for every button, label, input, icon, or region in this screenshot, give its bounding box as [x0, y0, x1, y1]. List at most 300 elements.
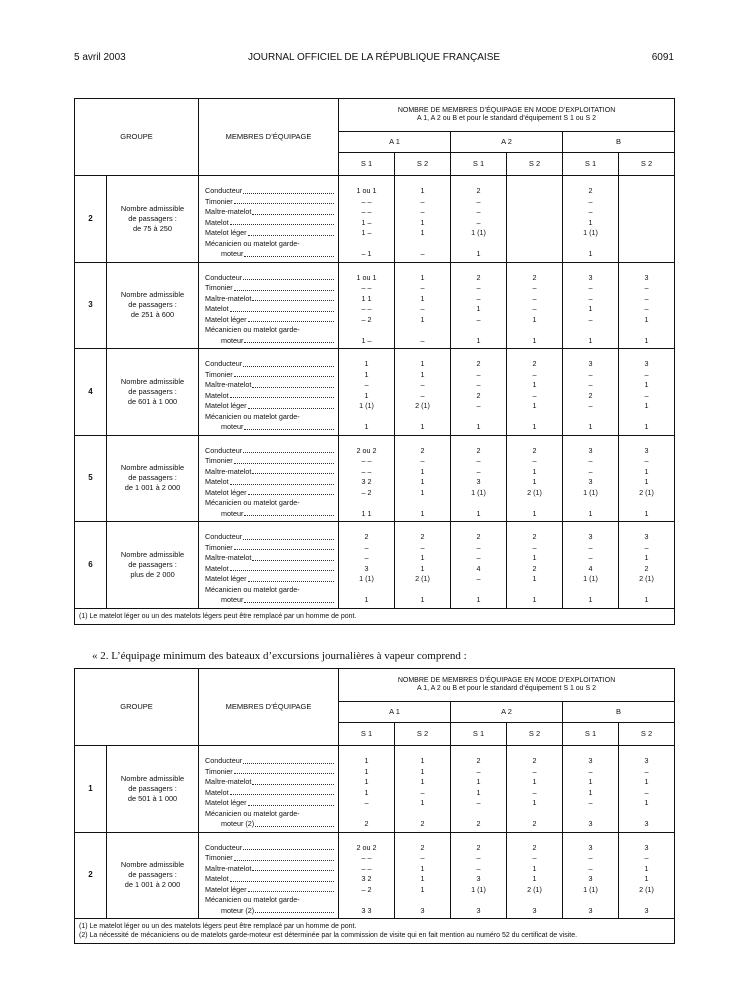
- crew-value: –: [420, 456, 425, 465]
- crew-value: –: [364, 380, 369, 389]
- member-label: [205, 239, 334, 250]
- standard-header: S 1: [339, 153, 395, 176]
- value-cell: [563, 176, 619, 263]
- crew-value: [563, 895, 618, 906]
- crew-value: –: [588, 553, 593, 562]
- crew-value: –: [532, 853, 537, 862]
- crew-value: [507, 186, 562, 197]
- leader-dots: [248, 885, 334, 893]
- group-row: [75, 435, 675, 522]
- crew-value: 2 (1): [527, 884, 542, 894]
- member-label-text: Conducteur: [205, 359, 243, 368]
- group-description-line: de 601 à 1 000: [127, 396, 178, 406]
- leader-dots: [234, 197, 334, 205]
- leader-dots: [234, 543, 334, 551]
- crew-value: [507, 585, 562, 596]
- crew-value: [507, 809, 562, 820]
- member-label-text: Mécanicien ou matelot garde-: [205, 498, 300, 507]
- crew-value: [619, 249, 674, 260]
- crew-value: [507, 239, 562, 250]
- leader-dots: [248, 798, 334, 806]
- member-label: [205, 564, 334, 575]
- member-label-text: Matelot: [205, 390, 229, 400]
- leader-dots: [252, 294, 334, 302]
- group-description-line: plus de 2 000: [130, 569, 175, 579]
- crew-value: 1: [532, 314, 537, 324]
- member-label: [205, 370, 334, 381]
- crew-value: 3: [588, 842, 593, 852]
- crew-value: [563, 325, 618, 336]
- crew-value: 1 (1): [583, 574, 598, 583]
- crew-value: –: [476, 196, 481, 206]
- crew-value: –: [588, 456, 593, 465]
- crew-value: [507, 498, 562, 509]
- mode-header: A 2: [451, 132, 563, 153]
- member-label: [205, 446, 334, 457]
- crew-value: 2 (1): [415, 574, 430, 583]
- crew-value: 1 ou 1: [356, 186, 377, 195]
- crew-value: –: [364, 542, 369, 552]
- crew-value: 1: [588, 508, 593, 518]
- value-cell: [563, 746, 619, 833]
- leader-dots: [244, 595, 334, 603]
- member-label-text: Matelot: [205, 787, 229, 797]
- crew-value: 1: [476, 422, 481, 431]
- crew-value: 1: [532, 777, 537, 786]
- member-label-text: Timonier: [205, 853, 233, 862]
- member-label-text: Maître-matelot: [205, 466, 252, 476]
- crew-value: [451, 498, 506, 509]
- crew-value: 2: [588, 186, 593, 195]
- crew-value: 3 2: [361, 477, 372, 486]
- crew-value: –: [420, 853, 425, 862]
- group-description-line: Nombre admissible: [120, 290, 185, 300]
- crew-value: 2: [532, 563, 537, 573]
- crew-value: –: [532, 456, 537, 465]
- member-label-text: Conducteur: [205, 272, 243, 282]
- mode-header: B: [563, 132, 675, 153]
- crew-value: [339, 412, 394, 423]
- member-label-text: Maître-matelot: [205, 380, 252, 389]
- crew-value: 3: [644, 819, 649, 828]
- member-label: [205, 412, 334, 423]
- group-description: [107, 435, 199, 522]
- crew-value: [395, 809, 450, 820]
- crew-value: 3: [644, 756, 649, 765]
- leader-dots: [248, 315, 334, 323]
- value-cell: [619, 522, 675, 609]
- crew-value: 3: [644, 532, 649, 541]
- crew-value: 2: [364, 819, 369, 828]
- crew-value: 3: [588, 756, 593, 765]
- crew-value: –: [532, 542, 537, 552]
- crew-value: [395, 498, 450, 509]
- member-label-text: Matelot: [205, 563, 229, 573]
- footnote-row: [75, 919, 675, 944]
- value-cell: [395, 746, 451, 833]
- value-cell: [563, 349, 619, 436]
- group-number: 5: [75, 435, 107, 522]
- crew-value: 1: [644, 863, 649, 873]
- crew-value: 1: [364, 787, 369, 797]
- crew-value: [339, 585, 394, 596]
- crew-value: –: [588, 766, 593, 776]
- group-number: 4: [75, 349, 107, 436]
- leader-dots: [234, 853, 334, 861]
- standard-header: S 1: [563, 723, 619, 746]
- crew-value: 1: [420, 884, 425, 894]
- group-description: [107, 176, 199, 263]
- group-description-line: de 501 à 1 000: [127, 793, 178, 803]
- member-label: [205, 294, 334, 305]
- crew-value: 2: [532, 842, 537, 852]
- member-label: [205, 304, 334, 315]
- crew-value: 1: [644, 777, 649, 786]
- group-row: [75, 262, 675, 349]
- value-cell: [507, 522, 563, 609]
- leader-dots: [248, 401, 334, 409]
- groupe-header: GROUPE: [75, 99, 199, 176]
- header-row: [75, 99, 675, 132]
- group-description-line: de 1 001 à 2 000: [124, 880, 181, 890]
- crew-value: 2 ou 2: [356, 842, 377, 852]
- member-label-text: Matelot: [205, 477, 229, 486]
- crew-value: –: [588, 401, 593, 410]
- crew-value: – –: [361, 196, 372, 206]
- member-label: [205, 218, 334, 229]
- crew-value: 1: [588, 595, 593, 604]
- group-number: 2: [75, 176, 107, 263]
- crew-value: 1 (1): [583, 228, 598, 237]
- crew-value: 2: [532, 532, 537, 541]
- crew-value: 1: [588, 304, 593, 313]
- value-cell: [507, 435, 563, 522]
- standard-header: S 2: [619, 153, 675, 176]
- crew-value: –: [532, 293, 537, 303]
- member-label: [205, 359, 334, 370]
- member-label-text: Conducteur: [205, 842, 243, 852]
- leader-dots: [243, 186, 334, 194]
- crew-value: 2: [420, 532, 425, 541]
- crew-value: 1: [532, 508, 537, 518]
- crew-value: –: [476, 401, 481, 410]
- membres-header: MEMBRES D’ÉQUIPAGE: [199, 669, 339, 746]
- group-description-line: de passagers :: [128, 213, 177, 223]
- member-label-text: Matelot léger: [205, 884, 247, 894]
- standard-header: S 1: [563, 153, 619, 176]
- crew-value: [339, 809, 394, 820]
- crew-value: –: [476, 369, 481, 379]
- member-list: [199, 832, 339, 919]
- group-row: [75, 349, 675, 436]
- crew-value: 1: [644, 466, 649, 476]
- crew-value: 2: [476, 186, 481, 195]
- value-cell: [451, 176, 507, 263]
- member-label-text: moteur: [221, 249, 244, 258]
- member-label-text: Maître-matelot: [205, 863, 252, 873]
- crew-value: –: [588, 293, 593, 303]
- member-label: [205, 906, 334, 917]
- crew-value: 1 –: [361, 217, 372, 227]
- member-label-text: Matelot léger: [205, 401, 247, 410]
- member-label-text: Timonier: [205, 456, 233, 465]
- crew-value: –: [588, 853, 593, 862]
- crew-value: [507, 218, 562, 229]
- member-label: [205, 380, 334, 391]
- crew-value: –: [588, 314, 593, 324]
- crew-value: –: [420, 380, 425, 389]
- nombre-header: [339, 99, 675, 132]
- leader-dots: [248, 574, 334, 582]
- crew-value: [507, 249, 562, 260]
- value-cell: [339, 832, 395, 919]
- mode-header: A 2: [451, 702, 563, 723]
- crew-value: 1: [476, 249, 481, 258]
- crew-value: 1: [532, 874, 537, 883]
- member-label-text: Matelot: [205, 217, 229, 227]
- crew-value: 3: [588, 445, 593, 455]
- member-label: [205, 819, 334, 830]
- crew-value: –: [532, 283, 537, 292]
- crew-value: –: [476, 798, 481, 807]
- crew-value: 2: [532, 272, 537, 282]
- crew-value: 1: [588, 777, 593, 786]
- crew-value: – 2: [361, 884, 372, 894]
- crew-value: [619, 239, 674, 250]
- value-cell: [395, 832, 451, 919]
- crew-value: 2 ou 2: [356, 445, 377, 455]
- crew-value: –: [364, 798, 369, 807]
- intro-paragraph: « 2. L’équipage minimum des bateaux d’excursions journalières à vapeur comprend :: [92, 650, 467, 662]
- member-label: [205, 207, 334, 218]
- crew-value: 1: [420, 874, 425, 883]
- crew-value: 2: [532, 359, 537, 368]
- group-description-line: de 75 à 250: [132, 223, 173, 233]
- crew-value: 3: [476, 874, 481, 883]
- crew-value: –: [476, 542, 481, 552]
- header-date: 5 avril 2003: [74, 52, 126, 63]
- crew-value: 1: [476, 787, 481, 797]
- value-cell: [395, 176, 451, 263]
- nombre-header: [339, 669, 675, 702]
- crew-value: [339, 895, 394, 906]
- leader-dots: [243, 359, 334, 367]
- crew-value: 1: [420, 777, 425, 786]
- crew-value: 1: [420, 863, 425, 873]
- member-label-text: Conducteur: [205, 532, 243, 541]
- group-description-line: Nombre admissible: [120, 860, 185, 870]
- footnote-cell: [75, 919, 675, 944]
- crew-value: –: [532, 787, 537, 797]
- crew-value: 2 (1): [639, 487, 654, 497]
- member-label: [205, 488, 334, 499]
- crew-value: 1: [364, 422, 369, 431]
- group-description-line: de 251 à 600: [130, 310, 175, 320]
- crew-value: –: [644, 390, 649, 400]
- member-label-text: Mécanicien ou matelot garde-: [205, 895, 300, 904]
- member-label: [205, 874, 334, 885]
- crew-value: –: [420, 304, 425, 313]
- leader-dots: [255, 819, 334, 827]
- crew-value: –: [476, 217, 481, 227]
- crew-value: [619, 228, 674, 239]
- value-cell: [339, 746, 395, 833]
- member-label: [205, 477, 334, 488]
- value-cell: [563, 832, 619, 919]
- leader-dots: [230, 874, 334, 882]
- crew-value: 1: [420, 228, 425, 237]
- crew-value: 2: [476, 272, 481, 282]
- crew-value: 3: [420, 905, 425, 915]
- group-number: 3: [75, 262, 107, 349]
- value-cell: [619, 435, 675, 522]
- group-description: [107, 522, 199, 609]
- standard-header: S 2: [395, 153, 451, 176]
- group-description: [107, 262, 199, 349]
- leader-dots: [230, 304, 334, 312]
- crew-value: 1: [420, 217, 425, 227]
- leader-dots: [252, 553, 334, 561]
- member-label: [205, 777, 334, 788]
- member-label-text: Matelot léger: [205, 798, 247, 807]
- crew-value: 3: [364, 563, 369, 573]
- crew-value: 1: [420, 563, 425, 573]
- crew-value: 1: [532, 553, 537, 562]
- member-label: [205, 788, 334, 799]
- crew-value: 1 (1): [359, 574, 374, 583]
- group-number: 1: [75, 746, 107, 833]
- crew-value: 1: [420, 508, 425, 518]
- member-label-text: Conducteur: [205, 445, 243, 455]
- group-row: [75, 176, 675, 263]
- crew-value: 1: [532, 477, 537, 486]
- member-label: [205, 456, 334, 467]
- crew-value: [451, 325, 506, 336]
- crew-value: – 2: [361, 487, 372, 497]
- crew-value: 1 1: [361, 293, 372, 303]
- group-description-line: de passagers :: [128, 386, 177, 396]
- member-label: [205, 325, 334, 336]
- crew-value: –: [532, 766, 537, 776]
- groupe-header: GROUPE: [75, 669, 199, 746]
- member-label-text: Matelot: [205, 874, 229, 883]
- mode-header: B: [563, 702, 675, 723]
- member-label-text: Mécanicien ou matelot garde-: [205, 584, 300, 594]
- crew-value: 3: [476, 905, 481, 915]
- crew-value: – –: [361, 466, 372, 476]
- crew-value: 2: [420, 445, 425, 455]
- crew-value: –: [644, 369, 649, 379]
- member-label: [205, 885, 334, 896]
- crew-value: 1 (1): [583, 487, 598, 497]
- crew-value: 1: [588, 335, 593, 345]
- crew-value: 2: [476, 756, 481, 765]
- crew-value: 1: [420, 422, 425, 431]
- crew-value: 1: [532, 798, 537, 807]
- member-label-text: Matelot léger: [205, 487, 247, 497]
- value-cell: [507, 349, 563, 436]
- member-label-text: moteur: [221, 335, 244, 345]
- crew-value: [563, 412, 618, 423]
- value-cell: [507, 746, 563, 833]
- crew-value: 3: [588, 819, 593, 828]
- crew-value: [395, 412, 450, 423]
- member-label-text: Maître-matelot: [205, 553, 252, 562]
- crew-value: 3: [644, 272, 649, 282]
- crew-value: 2: [588, 390, 593, 400]
- crew-value: [451, 585, 506, 596]
- crew-value: –: [476, 863, 481, 873]
- crew-value: 1 ou 1: [356, 272, 377, 282]
- group-description-line: de passagers :: [128, 473, 177, 483]
- crew-value: 1: [644, 380, 649, 389]
- member-label: [205, 853, 334, 864]
- crew-value: 3: [588, 477, 593, 486]
- crew-value: 1: [420, 369, 425, 379]
- value-cell: [619, 349, 675, 436]
- crew-value: 1: [364, 595, 369, 604]
- crew-value: 2 (1): [639, 574, 654, 583]
- crew-value: 2 (1): [639, 884, 654, 894]
- crew-value: 1: [532, 466, 537, 476]
- member-label-text: Mécanicien ou matelot garde-: [205, 325, 300, 334]
- crew-value: 3: [588, 272, 593, 282]
- footnote: (1) Le matelot léger ou un des matelots légers peut être remplacé par un homme de pont.: [79, 612, 357, 620]
- leader-dots: [252, 777, 334, 785]
- group-number: 2: [75, 832, 107, 919]
- crew-value: 2 (1): [527, 487, 542, 497]
- standard-header: S 1: [339, 723, 395, 746]
- crew-value: 2: [476, 445, 481, 455]
- member-label: [205, 467, 334, 478]
- crew-value: – –: [361, 853, 372, 862]
- leader-dots: [248, 488, 334, 496]
- leader-dots: [252, 467, 334, 475]
- crew-value: –: [588, 283, 593, 292]
- crew-value: 1: [420, 553, 425, 562]
- group-description-line: de passagers :: [128, 559, 177, 569]
- crew-value: [507, 228, 562, 239]
- value-cell: [563, 435, 619, 522]
- member-label: [205, 228, 334, 239]
- crew-value: 2: [420, 842, 425, 852]
- value-cell: [563, 262, 619, 349]
- member-label: [205, 895, 334, 906]
- leader-dots: [244, 336, 334, 344]
- member-label-text: Maître-matelot: [205, 777, 252, 786]
- crew-value: 1: [420, 314, 425, 324]
- crew-value: 1: [364, 390, 369, 400]
- value-cell: [395, 435, 451, 522]
- crew-value: 2: [476, 532, 481, 541]
- value-cell: [619, 176, 675, 263]
- crew-value: –: [644, 293, 649, 303]
- crew-value: 1: [588, 249, 593, 258]
- crew-value: [507, 412, 562, 423]
- crew-value: 1: [364, 369, 369, 379]
- footnote-cell: [75, 608, 675, 624]
- crew-value: –: [532, 304, 537, 313]
- crew-value: –: [644, 766, 649, 776]
- leader-dots: [244, 249, 334, 257]
- leader-dots: [230, 391, 334, 399]
- crew-value: [395, 239, 450, 250]
- crew-value: –: [644, 456, 649, 465]
- crew-value: –: [476, 766, 481, 776]
- member-label-text: Conducteur: [205, 756, 243, 765]
- crew-value: [339, 239, 394, 250]
- group-description: [107, 832, 199, 919]
